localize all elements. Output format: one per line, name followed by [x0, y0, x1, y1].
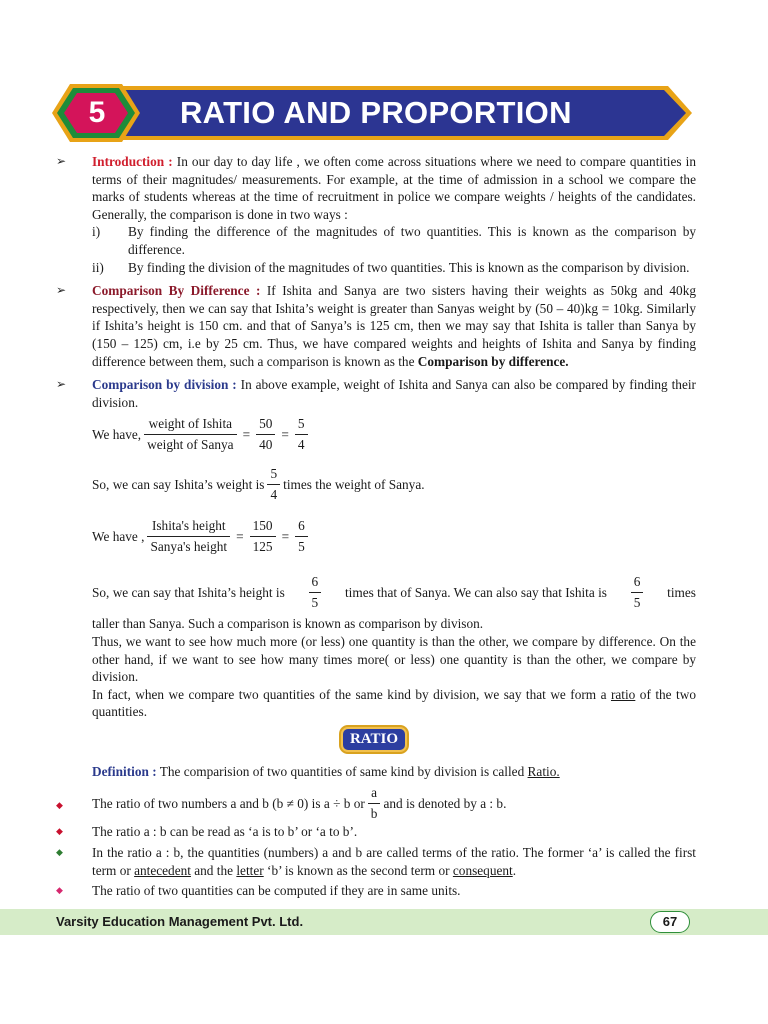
- publisher-name: Varsity Education Management Pvt. Ltd.: [56, 914, 304, 929]
- fraction: $\frac{50}{40}$: [256, 415, 275, 453]
- ratio-badge: RATIO: [341, 727, 407, 753]
- definition-label: Definition :: [92, 763, 157, 779]
- ratio-heading: [52, 727, 696, 757]
- page-content: [52, 153, 696, 903]
- intro-text: In our day to day life , we often come across situations where we need to compare quantities in terms of their magnitudes/ measurements. For example, at the time of admission in a school we compare the marks of students whereas at the time of recruitment in police we compare weights / heights of the candidates. Generally, the comparison is done in two ways :: [92, 154, 696, 222]
- list-item: ii) By finding the division of the magnitudes of two quantities. This is known as the comparison by division.: [92, 259, 690, 275]
- division-heading: Comparison by division :: [92, 377, 237, 393]
- chapter-number: 5: [88, 96, 106, 129]
- division-p2: Thus, we want to see how much more (or less) one quantity is than the other, we compare by difference. On the other hand, if we want to see how many times more( or less) one quantity is than the other, we compare by division.: [92, 633, 696, 685]
- page-number: 67: [650, 911, 690, 933]
- difference-section: [52, 282, 696, 370]
- division-text: In above example, weight of Ishita and Sanya can also be compared by finding their division.: [92, 377, 696, 410]
- fraction: $\frac{\text{Ishita's height}}{\text{Sanya's height}}$: [147, 517, 230, 555]
- division-p3: In fact, when we compare two quantities of the same kind by division, we say that we form a ratio of the two quantities.: [92, 686, 696, 720]
- height-statement: So, we can say that Ishita’s height is $\frac{6}{5}$ times that of Sanya. We can also say that Ishita is $\frac{6}{5}$ times: [92, 574, 696, 610]
- diamond-bullet-icon: ◆: [56, 800, 63, 811]
- fraction: $\frac{5}{4}$: [295, 415, 308, 453]
- list-item: i) By finding the difference of the magnitudes of two quantities. This is known as the comparison by difference.: [92, 224, 696, 257]
- difference-heading: Comparison By Difference :: [92, 283, 261, 299]
- intro-heading: Introduction :: [92, 154, 173, 169]
- list-item: ◆ In the ratio a : b, the quantities (numbers) a and b are called terms of the ratio. The former ‘a’ is called the first term or antecedent and the letter ‘b’ is known as the second term or consequent.: [56, 845, 696, 878]
- intro-section: [52, 153, 696, 276]
- arrow-bullet-icon: ➢: [56, 283, 67, 298]
- division-section: [52, 376, 696, 721]
- height-equation: We have , $\frac{\text{Ishita's height}}{\text{Sanya's height}}$ = $\frac{150}{125}$ = $\frac{6}{5}$: [92, 515, 696, 557]
- definition: Definition : The comparision of two quantities of same kind by division is called Ratio.: [92, 763, 560, 779]
- fraction: $\frac{\text{weight of Ishita}}{\text{weight of Sanya}}$: [144, 415, 236, 453]
- fraction: $\frac{6}{5}$: [631, 573, 644, 611]
- fraction: $\frac{a}{b}$: [368, 784, 381, 822]
- difference-conclusion: Comparison by difference.: [417, 353, 569, 369]
- difference-text: If Ishita and Sanya are two sisters having their weights as 50kg and 40kg respectively, then we can say that Ishita’s weight is greater than Sanyas weight by (50 – 40)kg = 10kg. Similarly if Ishita’s height is 150 cm. and that of Sanya’s is 125 cm, then we may say that Ishita is taller than Sanya by (150 – 125) cm, i.e by 25 cm. Thus, we have compared weights and heights of Ishita and Sanya by finding difference between them, such a comparison is known as the: [92, 283, 696, 369]
- arrow-bullet-icon: ➢: [56, 377, 67, 392]
- diamond-bullet-icon: ◆: [56, 826, 63, 837]
- chapter-title: RATIO AND PROPORTION: [180, 95, 572, 130]
- fraction: $\frac{5}{4}$: [267, 465, 280, 503]
- list-item: ◆ The ratio of two quantities can be computed if they are in same units.: [56, 883, 461, 899]
- diamond-bullet-icon: ◆: [56, 885, 63, 896]
- fraction: $\frac{150}{125}$: [250, 517, 276, 555]
- fraction: $\frac{6}{5}$: [309, 573, 322, 611]
- weight-statement: So, we can say Ishita’s weight is $\frac{5}{4}$ times the weight of Sanya.: [92, 466, 425, 502]
- division-paragraph: [92, 376, 696, 411]
- weight-equation: We have, $\frac{\text{weight of Ishita}}{\text{weight of Sanya}}$ = $\frac{50}{40}$ = $\frac{5}{4}$: [92, 413, 696, 455]
- division-p1: taller than Sanya. Such a comparison is known as comparison by divison.: [92, 616, 484, 632]
- difference-paragraph: [92, 282, 696, 370]
- arrow-bullet-icon: ➢: [56, 154, 67, 168]
- list-item: ◆ The ratio a : b can be read as ‘a is to b’ or ‘a to b’.: [56, 824, 358, 840]
- intro-paragraph: [92, 153, 696, 223]
- diamond-bullet-icon: ◆: [56, 847, 63, 858]
- ratio-term: ratio: [610, 686, 636, 702]
- list-item: ◆ The ratio of two numbers a and b (b ≠ 0) is a ÷ b or $\frac{a}{b}$ and is denoted by a : b.: [56, 785, 507, 821]
- fraction: $\frac{6}{5}$: [295, 517, 308, 555]
